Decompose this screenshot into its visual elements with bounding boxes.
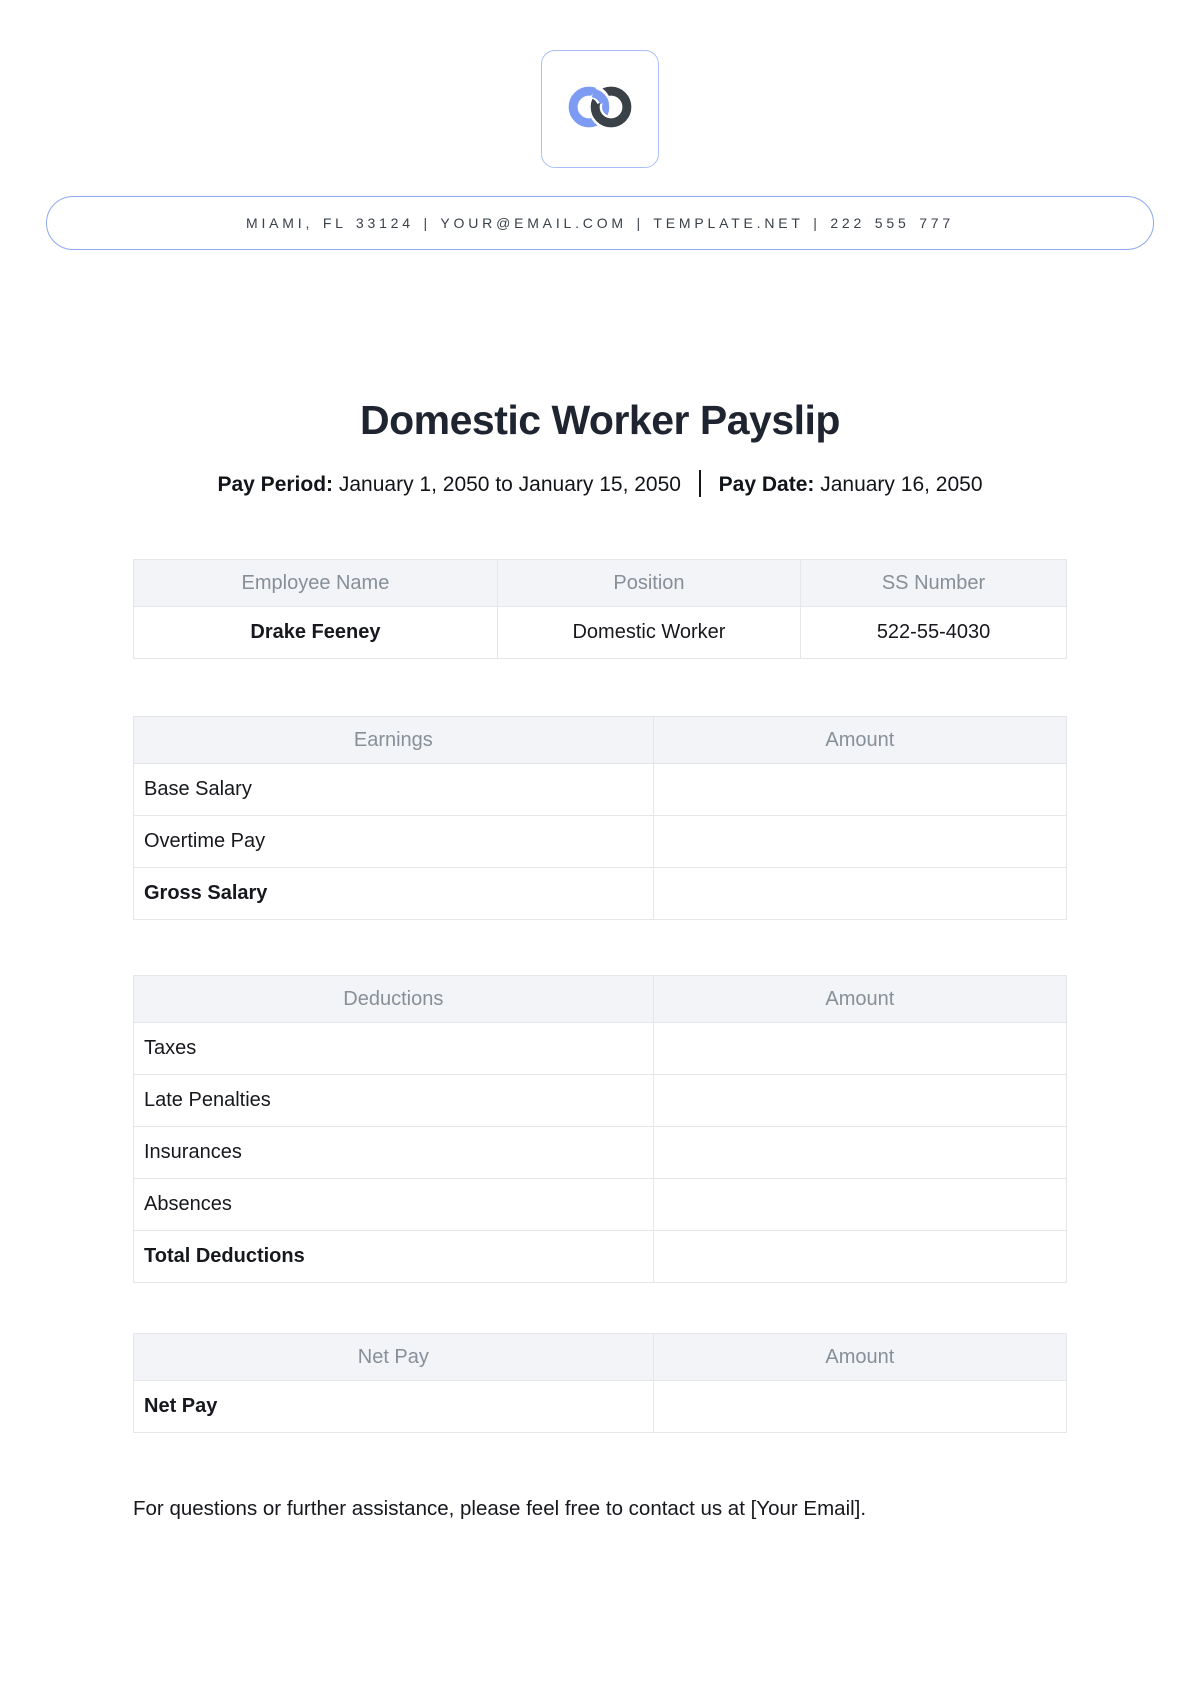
table-row (134, 1179, 1067, 1231)
row-label-cell: Insurances (134, 1127, 654, 1179)
footer-note: For questions or further assistance, please feel free to contact us at [Your Email]. (133, 1497, 867, 1520)
row-amount-cell (653, 1075, 1066, 1127)
deductions-header: Deductions (134, 976, 654, 1023)
table-header-row (134, 717, 1067, 764)
pay-date-label: Pay Date: (718, 473, 815, 496)
position-cell: Domestic Worker (497, 607, 800, 659)
row-label-cell: Taxes (134, 1023, 654, 1075)
row-label-cell: Gross Salary (134, 868, 654, 920)
contact-info-bar (46, 196, 1154, 250)
earnings-table (133, 716, 1067, 920)
employee-name-cell: Drake Feeney (134, 607, 498, 659)
table-header-row (134, 1334, 1067, 1381)
row-label-cell: Absences (134, 1179, 654, 1231)
employee-name-header: Employee Name (134, 560, 498, 607)
interlocking-rings-icon (558, 76, 642, 143)
ss-number-cell: 522-55-4030 (801, 607, 1067, 659)
table-row (134, 1127, 1067, 1179)
row-amount-cell (653, 1179, 1066, 1231)
vertical-divider (699, 470, 701, 497)
pay-period-value: January 1, 2050 to January 15, 2050 (338, 473, 681, 496)
amount-header: Amount (653, 976, 1066, 1023)
table-header-row (134, 560, 1067, 607)
row-label-cell: Total Deductions (134, 1231, 654, 1283)
table-row (134, 1231, 1067, 1283)
page-title: Domestic Worker Payslip (360, 397, 840, 443)
row-amount-cell (653, 764, 1066, 816)
contact-info-text: MIAMI, FL 33124 | YOUR@EMAIL.COM | TEMPLATE.NET | 222 555 777 (246, 215, 954, 231)
net-pay-table (133, 1333, 1067, 1433)
pay-period-line (133, 470, 1067, 497)
row-label-cell: Base Salary (134, 764, 654, 816)
row-label-cell: Overtime Pay (134, 816, 654, 868)
table-row (134, 1075, 1067, 1127)
row-amount-cell (653, 1127, 1066, 1179)
row-amount-cell (653, 1023, 1066, 1075)
row-amount-cell (653, 868, 1066, 920)
table-row (134, 607, 1067, 659)
table-row (134, 816, 1067, 868)
ss-number-header: SS Number (801, 560, 1067, 607)
employee-table (133, 559, 1067, 659)
pay-period-label: Pay Period: (217, 473, 334, 496)
earnings-header: Earnings (134, 717, 654, 764)
deductions-table (133, 975, 1067, 1283)
row-amount-cell (653, 1231, 1066, 1283)
row-amount-cell (653, 1381, 1066, 1433)
table-row (134, 868, 1067, 920)
row-label-cell: Late Penalties (134, 1075, 654, 1127)
amount-header: Amount (653, 717, 1066, 764)
company-logo (541, 50, 659, 168)
row-label-cell: Net Pay (134, 1381, 654, 1433)
position-header: Position (497, 560, 800, 607)
table-row (134, 764, 1067, 816)
table-header-row (134, 976, 1067, 1023)
amount-header: Amount (653, 1334, 1066, 1381)
table-row (134, 1381, 1067, 1433)
table-row (134, 1023, 1067, 1075)
pay-date-value: January 16, 2050 (820, 473, 983, 496)
row-amount-cell (653, 816, 1066, 868)
net-pay-header: Net Pay (134, 1334, 654, 1381)
